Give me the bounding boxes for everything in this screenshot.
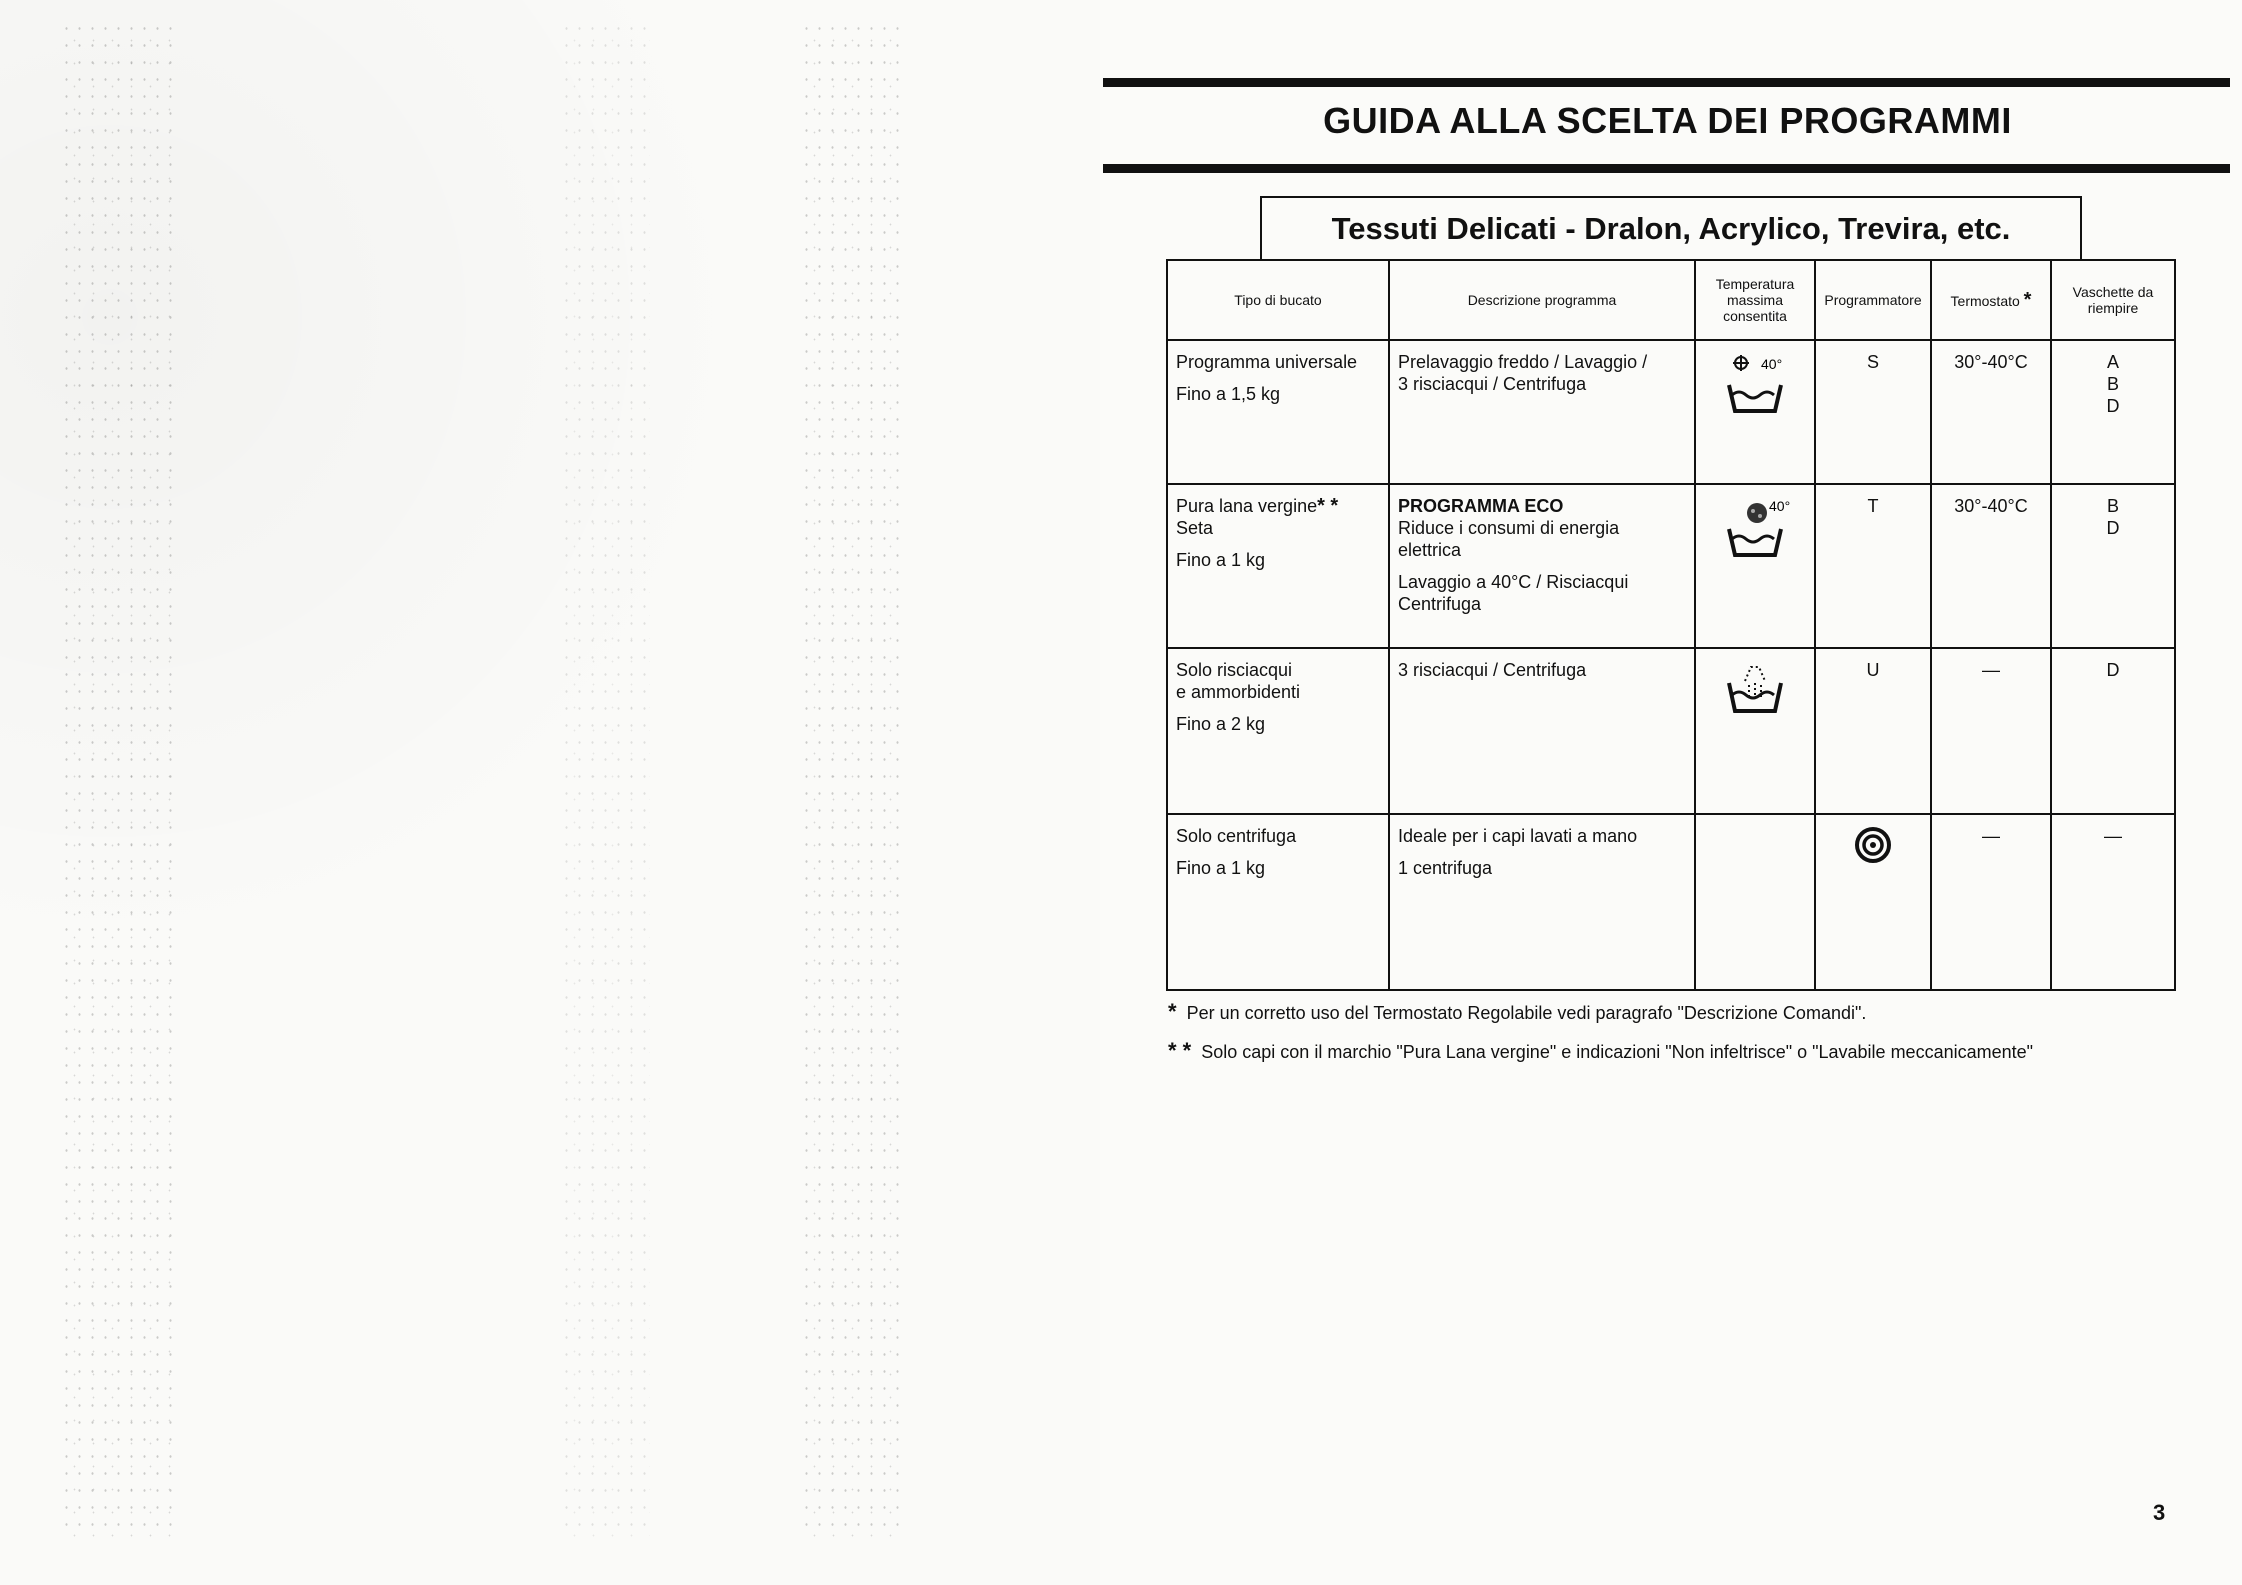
title-rule-top	[1103, 78, 2230, 87]
table-row	[1167, 648, 2175, 814]
cell-description	[1389, 340, 1695, 484]
rinse-tub-icon	[1715, 659, 1795, 719]
cell-laundry-type	[1167, 814, 1389, 990]
cell-programmer	[1815, 814, 1931, 990]
compartment: B	[2106, 496, 2119, 516]
desc-line: elettrica	[1398, 540, 1462, 560]
scan-noise-left	[60, 20, 180, 1540]
wool-tub-40-icon	[1715, 495, 1795, 561]
table-row	[1167, 484, 2175, 648]
footnote-text: Per un corretto uso del Termostato Regolabile vedi paragrafo "Descrizione Comandi".	[1186, 1003, 1867, 1023]
temp-label: 40°	[1769, 498, 1791, 514]
header-programmer: Programmatore	[1815, 260, 1931, 340]
compartment: A	[2106, 352, 2119, 372]
cell-temperature	[1695, 484, 1815, 648]
spin-spiral-icon	[1853, 825, 1893, 865]
subtitle-text: Tessuti Delicati - Dralon, Acrylico, Trevira, etc.	[1331, 211, 2011, 246]
type-line: Fino a 2 kg	[1176, 714, 1266, 734]
cell-thermostat: 30°-40°C	[1931, 484, 2051, 648]
cell-laundry-type	[1167, 484, 1389, 648]
section-subtitle	[1260, 196, 2082, 260]
prewash-tub-40-icon	[1715, 351, 1795, 417]
double-asterisk: * *	[1317, 495, 1339, 517]
footnote-text: Solo capi con il marchio "Pura Lana vergine" e indicazioni "Non infeltrisce" o "Lavabile meccanicamente"	[1201, 1042, 2034, 1062]
footnote-mark: * *	[1168, 1038, 1192, 1063]
cell-programmer: T	[1815, 484, 1931, 648]
cell-laundry-type	[1167, 340, 1389, 484]
page-number: 3	[2153, 1500, 2166, 1525]
footnote-thermostat	[1168, 1000, 2228, 1025]
cell-thermostat: 30°-40°C	[1931, 340, 2051, 484]
cell-temperature	[1695, 814, 1815, 990]
left-blank-page	[0, 0, 1100, 1585]
compartment: D	[2106, 396, 2120, 416]
desc-line: Prelavaggio freddo / Lavaggio /	[1398, 352, 1648, 372]
type-line: Seta	[1176, 518, 1214, 538]
type-line: Pura lana vergine	[1176, 496, 1318, 516]
header-thermostat-label: Termostato	[1950, 292, 2020, 309]
type-line: Fino a 1,5 kg	[1176, 384, 1281, 404]
cell-temperature	[1695, 648, 1815, 814]
cell-description	[1389, 484, 1695, 648]
cell-description	[1389, 814, 1695, 990]
header-thermostat-star: *	[2023, 288, 2032, 311]
table-header-row	[1167, 260, 2175, 340]
desc-line: Ideale per i capi lavati a mano	[1398, 826, 1638, 846]
scan-noise-center	[800, 20, 900, 1540]
type-line: Solo centrifuga	[1176, 826, 1297, 846]
cell-temperature	[1695, 340, 1815, 484]
cell-compartments	[2051, 814, 2175, 990]
desc-line: Centrifuga	[1398, 594, 1482, 614]
table-row	[1167, 814, 2175, 990]
cell-compartments	[2051, 648, 2175, 814]
program-guide-table	[1166, 259, 2176, 991]
footnote-wool	[1168, 1039, 2228, 1064]
page-title: GUIDA ALLA SCELTA DEI PROGRAMMI	[1323, 100, 2012, 141]
header-max-temperature: Temperatura massima consentita	[1695, 260, 1815, 340]
type-line: Programma universale	[1176, 352, 1358, 372]
cell-compartments	[2051, 484, 2175, 648]
header-thermostat	[1931, 260, 2051, 340]
cell-description	[1389, 648, 1695, 814]
cell-thermostat: —	[1931, 648, 2051, 814]
eco-program-title: PROGRAMMA ECO	[1398, 496, 1564, 516]
compartment: B	[2106, 374, 2119, 394]
type-line: e ammorbidenti	[1176, 682, 1301, 702]
compartment: D	[2106, 518, 2120, 538]
type-line: Fino a 1 kg	[1176, 550, 1266, 570]
compartment: D	[2106, 660, 2120, 680]
table-row	[1167, 340, 2175, 484]
cell-compartments	[2051, 340, 2175, 484]
cell-laundry-type	[1167, 648, 1389, 814]
footnotes	[1168, 1000, 2228, 1078]
cell-programmer: S	[1815, 340, 1931, 484]
scan-noise-middle	[560, 20, 650, 1540]
temp-label: 40°	[1761, 356, 1783, 372]
type-line: Solo risciacqui	[1176, 660, 1293, 680]
cell-thermostat: —	[1931, 814, 2051, 990]
header-compartments: Vaschette da riempire	[2051, 260, 2175, 340]
footnote-mark: *	[1168, 999, 1177, 1024]
desc-line: Riduce i consumi di energia	[1398, 518, 1620, 538]
desc-line: Lavaggio a 40°C / Risciacqui	[1398, 572, 1629, 592]
desc-line: 1 centrifuga	[1398, 858, 1493, 878]
title-rule-bottom	[1103, 164, 2230, 173]
header-program-description: Descrizione programma	[1389, 260, 1695, 340]
desc-line: 3 risciacqui / Centrifuga	[1398, 374, 1587, 394]
type-line: Fino a 1 kg	[1176, 858, 1266, 878]
cell-programmer: U	[1815, 648, 1931, 814]
compartment: —	[2104, 826, 2122, 846]
desc-line: 3 risciacqui / Centrifuga	[1398, 660, 1587, 680]
header-laundry-type: Tipo di bucato	[1167, 260, 1389, 340]
